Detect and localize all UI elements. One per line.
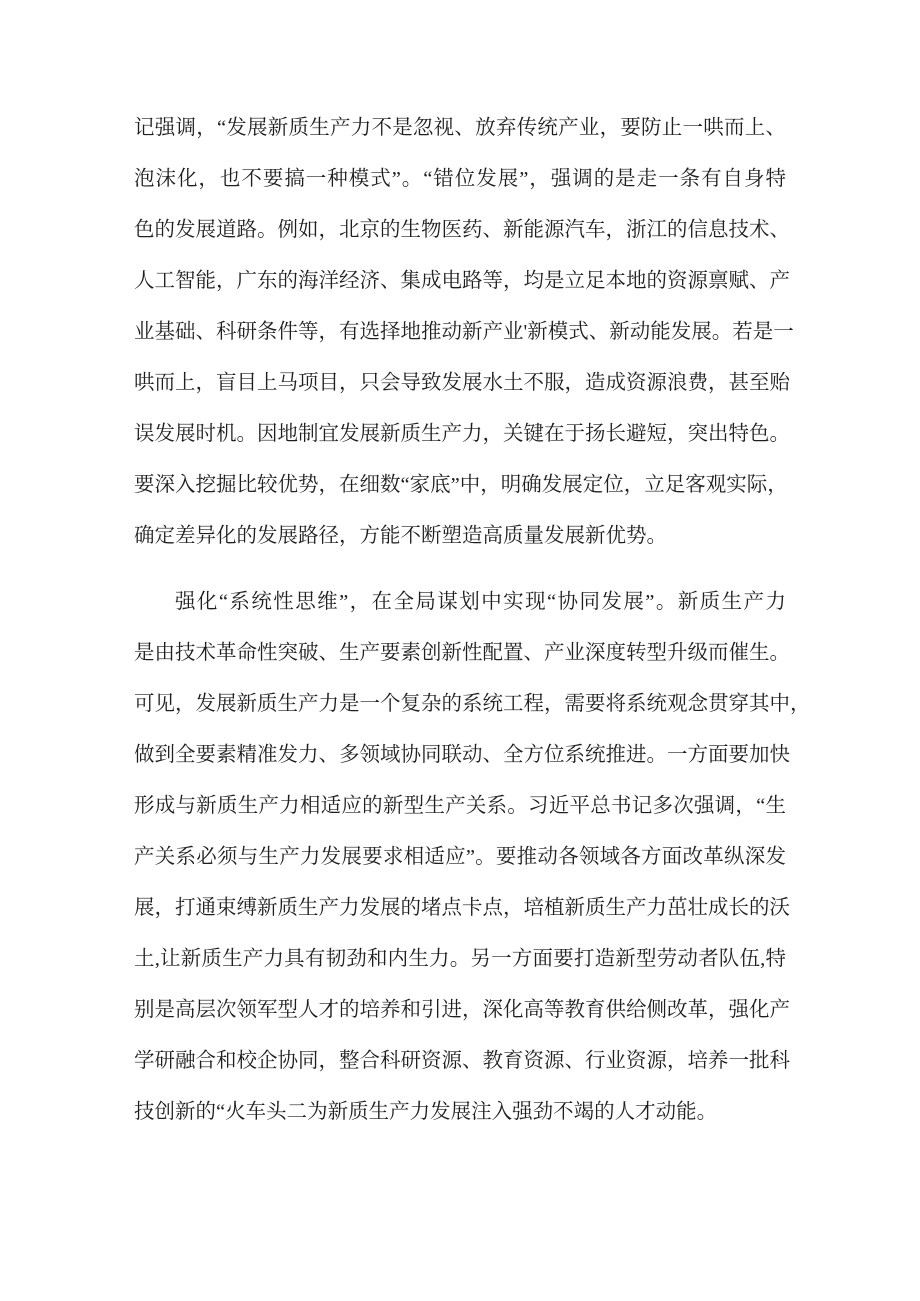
text-line: 是由技术革命性突破、生产要素创新性配置、产业深度转型升级而催生。 [134, 642, 790, 664]
text-line: 做到全要素精准发力、多领域协同联动、全方位系统推进。一方面要加快 [134, 744, 790, 766]
text-line: 别是高层次领军型人才的培养和引进，深化高等教育供给侧改革，强化产 [134, 999, 790, 1021]
text-line: 可见，发展新质生产力是一个复杂的系统工程，需要将系统观念贯穿其中， [134, 693, 811, 715]
paragraph-1 [134, 103, 794, 562]
text-line: 土,让新质生产力具有韧劲和内生力。另一方面要打造新型劳动者队伍,特 [134, 948, 786, 970]
text-line: 产关系必须与生产力发展要求相适应”。要推动各领域各方面改革纵深发 [134, 846, 786, 868]
text-line: 业基础、科研条件等，有选择地推动新产业'新模式、新动能发展。若是一 [134, 321, 794, 343]
text-line: 学研融合和校企协同，整合科研资源、教育资源、行业资源，培养一批科 [134, 1050, 790, 1072]
text-line: 哄而上，盲目上马项目，只会导致发展水土不服，造成资源浪费，甚至贻 [134, 372, 790, 394]
text-line: 强化“系统性思维”，在全局谋划中实现“协同发展”。新质生产力 [175, 591, 786, 613]
text-block [134, 103, 811, 1138]
text-line: 技创新的“火车头二为新质生产力发展注入强劲不竭的人才动能。 [134, 1101, 718, 1123]
text-line: 泡沫化，也不要搞一种模式”。“错位发展”，强调的是走一条有自身特 [134, 168, 786, 190]
text-line: 误发展时机。因地制宜发展新质生产力，关键在于扬长避短，突出特色。 [134, 423, 790, 445]
text-line: 要深入挖掘比较优势，在细数“家底”中，明确发展定位，立足客观实际， [134, 474, 788, 496]
text-line: 色的发展道路。例如，北京的生物医药、新能源汽车，浙江的信息技术、 [134, 219, 790, 241]
paragraph-2 [134, 577, 811, 1138]
text-line: 展，打通束缚新质生产力发展的堵点卡点，培植新质生产力茁壮成长的沃 [134, 897, 790, 919]
text-line: 确定差异化的发展路径，方能不断塑造高质量发展新优势。 [134, 525, 667, 547]
text-line: 形成与新质生产力相适应的新型生产关系。习近平总书记多次强调，“生 [134, 795, 786, 817]
text-line: 人工智能，广东的海洋经济、集成电路等，均是立足本地的资源禀赋、产 [134, 270, 790, 292]
text-line: 记强调，“发展新质生产力不是忽视、放弃传统产业，要防止一哄而上、 [134, 117, 786, 139]
